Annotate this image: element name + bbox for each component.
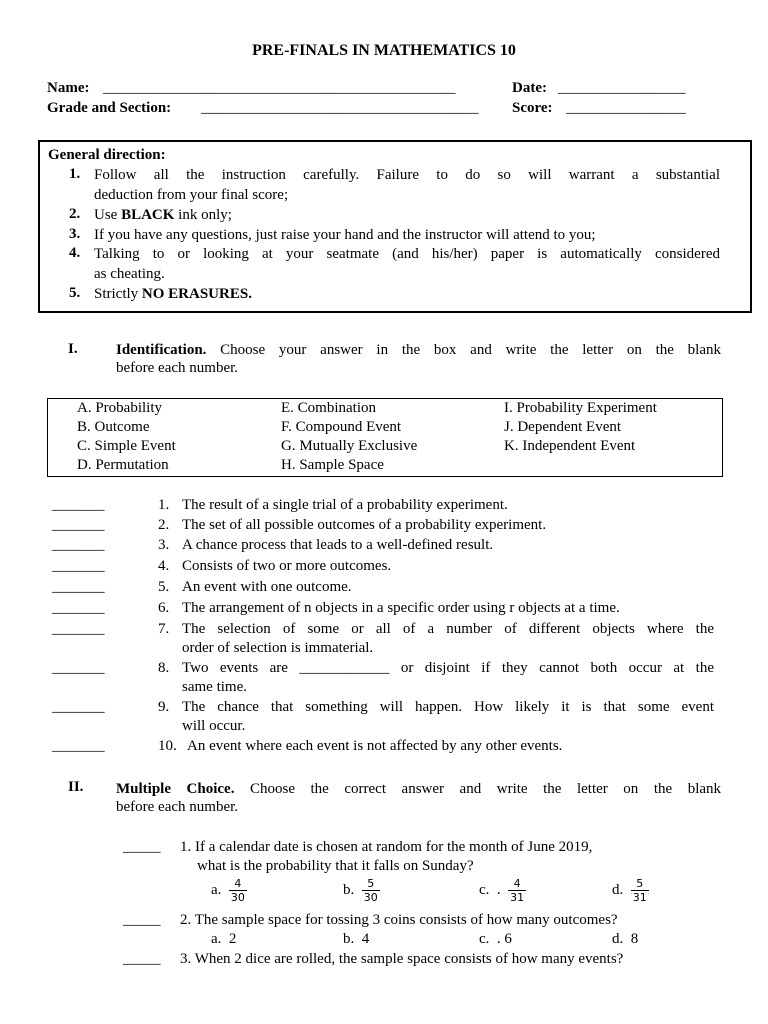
mc-q1-option-b[interactable]: b. $\frac{5}{30}$ <box>343 877 378 904</box>
grade-section-line[interactable]: _____________________________________ <box>201 100 479 116</box>
section-1-instruction-line-1: Identification. Choose your answer in the box and write the letter on the blank <box>116 342 721 358</box>
item-8-number: 8. <box>158 660 170 676</box>
direction-2-number: 2. <box>69 206 81 222</box>
item-2-text: The set of all possible outcomes of a probability experiment. <box>182 517 547 533</box>
item-8-line-1: Two events are ____________ or disjoint if they cannot both occur at the <box>182 660 714 676</box>
answer-blank-6[interactable]: _______ <box>52 600 105 616</box>
item-9-number: 9. <box>158 699 170 715</box>
fraction-5-30: $\frac{5}{30}$ <box>363 877 378 904</box>
mc-answer-blank-1[interactable]: _____ <box>123 839 161 855</box>
direction-3-line-1: If you have any questions, just raise your hand and the instructor will attend to you; <box>94 227 596 243</box>
item-8-line-2: same time. <box>182 679 247 695</box>
name-label: Name: <box>47 80 90 96</box>
date-line[interactable]: _________________ <box>558 80 686 96</box>
page-title: PRE-FINALS IN MATHEMATICS 10 <box>252 42 516 59</box>
name-line[interactable]: _______________________________________________ <box>103 80 456 96</box>
mc-question-3-line-1: 3. When 2 dice are rolled, the sample space consists of how many events? <box>180 951 624 967</box>
score-line[interactable]: ________________ <box>566 100 686 116</box>
fraction-5-31: $\frac{5}{31}$ <box>632 877 647 904</box>
choice-f: F. Compound Event <box>281 419 402 435</box>
item-3-number: 3. <box>158 537 170 553</box>
item-6-text: The arrangement of n objects in a specific order using r objects at a time. <box>182 600 620 616</box>
section-1-instruction-line-2: before each number. <box>116 360 239 376</box>
mc-q2-option-b[interactable]: b. 4 <box>343 931 370 947</box>
section-1-numeral: I. <box>68 341 78 357</box>
fraction-4-30: $\frac{4}{30}$ <box>230 877 245 904</box>
answer-blank-8[interactable]: _______ <box>52 660 105 676</box>
direction-5-number: 5. <box>69 285 81 301</box>
answer-blank-2[interactable]: _______ <box>52 517 105 533</box>
choice-i: I. Probability Experiment <box>504 400 657 416</box>
mc-question-2-line-1: 2. The sample space for tossing 3 coins consists of how many outcomes? <box>180 912 618 928</box>
direction-1-line-2: deduction from your final score; <box>94 187 289 203</box>
answer-blank-1[interactable]: _______ <box>52 497 105 513</box>
section-2-instruction-line-1: Multiple Choice. Choose the correct answer and write the letter on the blank <box>116 781 722 797</box>
direction-3-number: 3. <box>69 226 81 242</box>
mc-question-1-line-1: 1. If a calendar date is chosen at random for the month of June 2019, <box>180 839 593 855</box>
item-7-line-2: order of selection is immaterial. <box>182 640 374 656</box>
answer-blank-5[interactable]: _______ <box>52 579 105 595</box>
mc-answer-blank-3[interactable]: _____ <box>123 951 161 967</box>
choice-h: H. Sample Space <box>281 457 384 473</box>
score-label: Score: <box>512 100 553 116</box>
mc-q2-option-d[interactable]: d. 8 <box>612 931 639 947</box>
direction-1-line-1: Follow all the instruction carefully. Failure to do so will warrant a substantial <box>94 167 720 183</box>
item-9-line-1: The chance that something will happen. How likely it is that some event <box>182 699 714 715</box>
mc-q1-option-d[interactable]: d. $\frac{5}{31}$ <box>612 877 647 904</box>
answer-blank-3[interactable]: _______ <box>52 537 105 553</box>
choice-b: B. Outcome <box>77 419 150 435</box>
general-direction-box <box>38 140 752 313</box>
direction-2-text: Use BLACK ink only; <box>94 207 232 223</box>
mc-q1-option-c[interactable]: c. . $\frac{4}{31}$ <box>479 877 525 904</box>
item-1-text: The result of a single trial of a probability experiment. <box>182 497 508 513</box>
choice-g: G. Mutually Exclusive <box>281 438 418 454</box>
direction-4-line-1: Talking to or looking at your seatmate (and his/her) paper is automatically considered <box>94 246 720 262</box>
answer-blank-4[interactable]: _______ <box>52 558 105 574</box>
section-2-instruction-line-2: before each number. <box>116 799 239 815</box>
mc-q2-option-c[interactable]: c. . 6 <box>479 931 512 947</box>
item-3-text: A chance process that leads to a well-defined result. <box>182 537 494 553</box>
mc-question-1-line-2: what is the probability that it falls on Sunday? <box>197 858 474 874</box>
section-2-numeral: II. <box>68 779 84 795</box>
answer-blank-9[interactable]: _______ <box>52 699 105 715</box>
fraction-4-31: $\frac{4}{31}$ <box>510 877 525 904</box>
choices-box <box>47 398 723 477</box>
item-6-number: 6. <box>158 600 170 616</box>
item-5-text: An event with one outcome. <box>182 579 352 595</box>
answer-blank-7[interactable]: _______ <box>52 621 105 637</box>
mc-answer-blank-2[interactable]: _____ <box>123 912 161 928</box>
item-2-number: 2. <box>158 517 170 533</box>
mc-q1-option-a[interactable]: a. $\frac{4}{30}$ <box>211 877 245 904</box>
item-5-number: 5. <box>158 579 170 595</box>
choice-e: E. Combination <box>281 400 376 416</box>
choice-c: C. Simple Event <box>77 438 176 454</box>
choice-a: A. Probability <box>77 400 162 416</box>
direction-4-number: 4. <box>69 245 81 261</box>
item-7-line-1: The selection of some or all of a number of different objects where the <box>182 621 714 637</box>
item-1-number: 1. <box>158 497 170 513</box>
item-4-text: Consists of two or more outcomes. <box>182 558 392 574</box>
item-10-number: 10. <box>158 738 177 754</box>
item-7-number: 7. <box>158 621 170 637</box>
item-4-number: 4. <box>158 558 170 574</box>
item-9-line-2: will occur. <box>182 718 246 734</box>
date-label: Date: <box>512 80 547 96</box>
answer-blank-10[interactable]: _______ <box>52 738 105 754</box>
direction-1-number: 1. <box>69 166 81 182</box>
mc-q2-option-a[interactable]: a. 2 <box>211 931 237 947</box>
grade-section-label: Grade and Section: <box>47 100 172 116</box>
directions-heading: General direction: <box>48 147 166 163</box>
item-10-text: An event where each event is not affected by any other events. <box>187 738 563 754</box>
direction-5-text: Strictly NO ERASURES. <box>94 286 252 302</box>
direction-4-line-2: as cheating. <box>94 266 165 282</box>
choice-d: D. Permutation <box>77 457 169 473</box>
choice-j: J. Dependent Event <box>504 419 622 435</box>
choice-k: K. Independent Event <box>504 438 636 454</box>
